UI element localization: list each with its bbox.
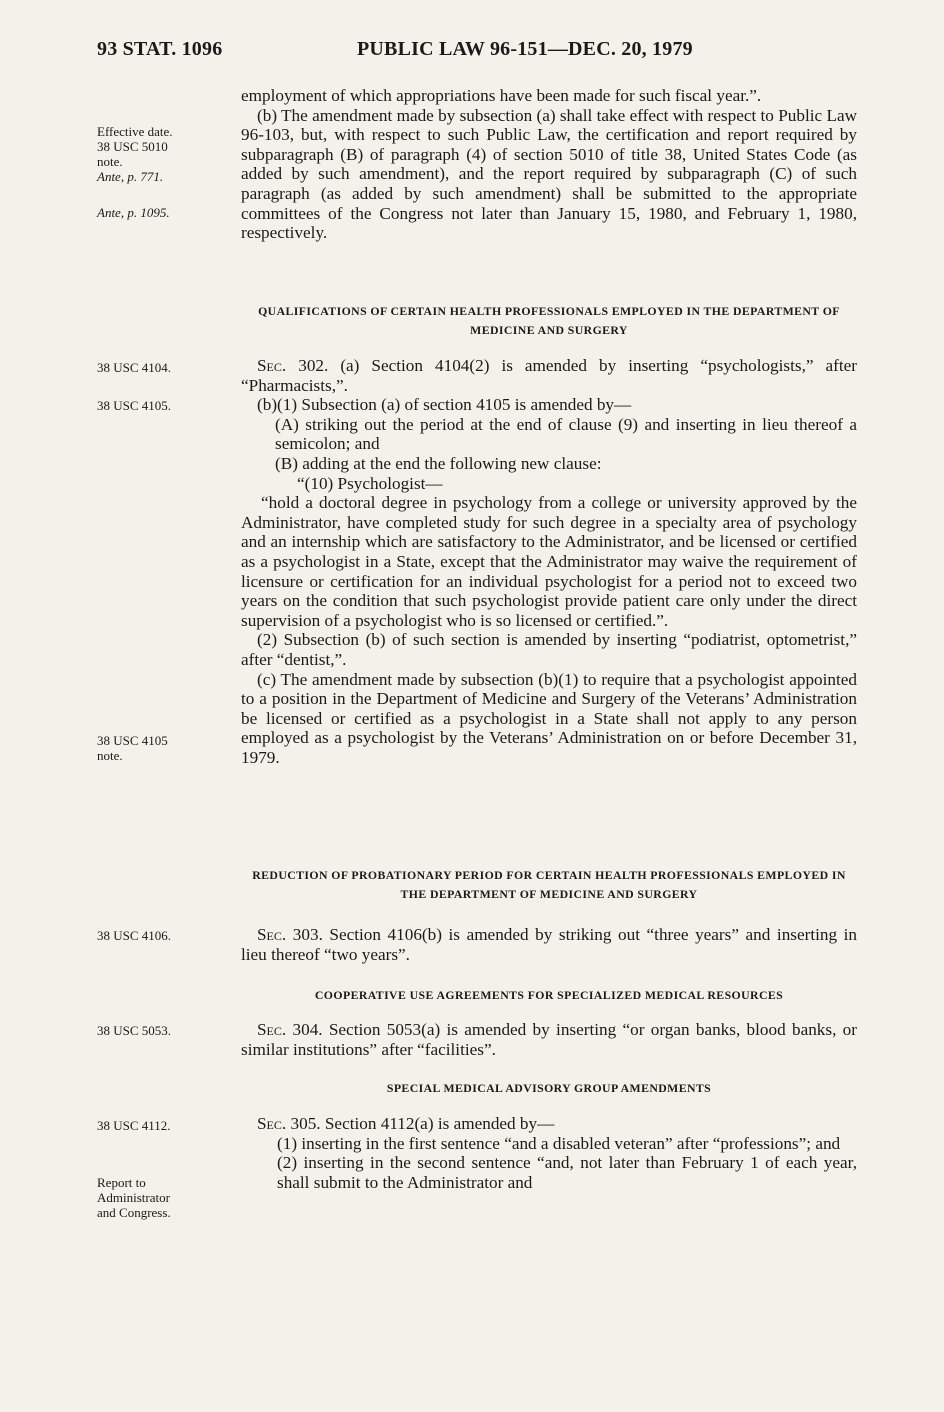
margin-note-report: Report to Administrator and Congress. — [97, 1175, 171, 1220]
margin-note-4105-note: 38 USC 4105 note. — [97, 733, 168, 763]
sec-304: Sec. 304. Section 5053(a) is amended by inserting “or organ banks, blood banks, or similar institutions” after “facilities”. — [241, 1020, 857, 1059]
paragraph-continuation: employment of which appropriations have been made for such fiscal year.”. — [241, 86, 762, 105]
margin-note-4112: 38 USC 4112. — [97, 1118, 171, 1133]
page-header — [97, 38, 857, 68]
section-heading-advisory: SPECIAL MEDICAL ADVISORY GROUP AMENDMENTS — [386, 1081, 712, 1095]
sec-303: Sec. 303. Section 4106(b) is amended by striking out “three years” and inserting in lieu thereof “two years”. — [241, 925, 858, 964]
body-block-sec-302 — [241, 356, 857, 767]
paragraph-subsection-b: (b) The amendment made by subsection (a) shall take effect with respect to Public Law 96-103, but, with respect to such Public Law, the certification and report required by subparagraph (B) of paragraph (4) of section 5010 of title 38, United States Code (as added by such amendment), and the report required by subparagraph (C) of such paragraph (as added by such amendment) shall be submitted to the appropriate committees of the Congress not later than January 15, 1980, and February 1, 1980, respectively. — [241, 105, 857, 243]
body-block-1 — [241, 86, 857, 243]
sec-305: Sec. 305. Section 4112(a) is amended by— — [257, 1114, 555, 1133]
public-law-title: PUBLIC LAW 96-151—DEC. 20, 1979 — [357, 38, 693, 60]
body-block-sec-303 — [241, 925, 857, 964]
sec-305-item-1: (1) inserting in the first sentence “and a disabled veteran” after “professions”; and — [277, 1133, 841, 1153]
sec-305-item-2: (2) inserting in the second sentence “and, not later than February 1 of each year, shall submit to the Administrator and — [277, 1153, 857, 1192]
sec-302-clause-A: (A) striking out the period at the end of clause (9) and inserting in lieu thereof a semicolon; and — [275, 414, 857, 454]
section-heading-probationary: REDUCTION OF PROBATIONARY PERIOD FOR CERTAIN HEALTH PROFESSIONALS EMPLOYED IN THE DEPARTMENT OF MEDICINE AND SURGERY — [252, 868, 846, 901]
sec-302-c: (c) The amendment made by subsection (b)(1) to require that a psychologist appointed to a position in the Department of Medicine and Surgery of the Veterans’ Administration be licensed or certified as a psychologist in a State shall not apply to any person employed as a psychologist by the Veterans’ Administration on or before December 31, 1979. — [241, 669, 857, 767]
margin-note-ante-1095: Ante, p. 1095. — [97, 205, 170, 220]
sec-302-b1: (b)(1) Subsection (a) of section 4105 is amended by— — [257, 395, 632, 415]
margin-note-4105: 38 USC 4105. — [97, 398, 172, 413]
margin-note-5053: 38 USC 5053. — [97, 1023, 172, 1038]
statute-citation: 93 STAT. 1096 — [97, 38, 223, 60]
sec-302-a: Sec. 302. (a) Section 4104(2) is amended by inserting “psychologists,” after “Pharmacists,”. — [241, 356, 858, 395]
body-block-sec-304 — [241, 1020, 857, 1059]
sec-302-paragraph-2: (2) Subsection (b) of such section is amended by inserting “podiatrist, optometrist,” after “dentist,”. — [241, 630, 857, 669]
section-heading-qualifications: QUALIFICATIONS OF CERTAIN HEALTH PROFESSIONALS EMPLOYED IN THE DEPARTMENT OF MEDICINE AND SURGERY — [258, 304, 840, 337]
margin-note-effective-date: Effective date. 38 USC 5010 note. Ante, p. 771. — [97, 124, 173, 184]
body-block-sec-305 — [241, 1114, 857, 1192]
margin-note-4104: 38 USC 4104. — [97, 360, 172, 375]
section-heading-cooperative: COOPERATIVE USE AGREEMENTS FOR SPECIALIZED MEDICAL RESOURCES — [314, 988, 784, 1002]
sec-302-clause-B: (B) adding at the end the following new clause: — [275, 453, 602, 473]
margin-note-4106: 38 USC 4106. — [97, 928, 172, 943]
sec-302-clause-10: “(10) Psychologist— — [297, 473, 443, 493]
sec-302-quoted-text: “hold a doctoral degree in psychology from a college or university approved by the Administrator, have completed study for such degree in a specialty area of psychology and an internship which are satisfactory to the Administrator, and be licensed or certified as a psychologist in a State, except that the Administrator may waive the requirement of licensure or certification for an individual psychologist for a period not to exceed two years on the condition that such psychologist provide patient care only under the direct supervision of a psychologist who is so licensed or certified.”. — [241, 493, 857, 630]
